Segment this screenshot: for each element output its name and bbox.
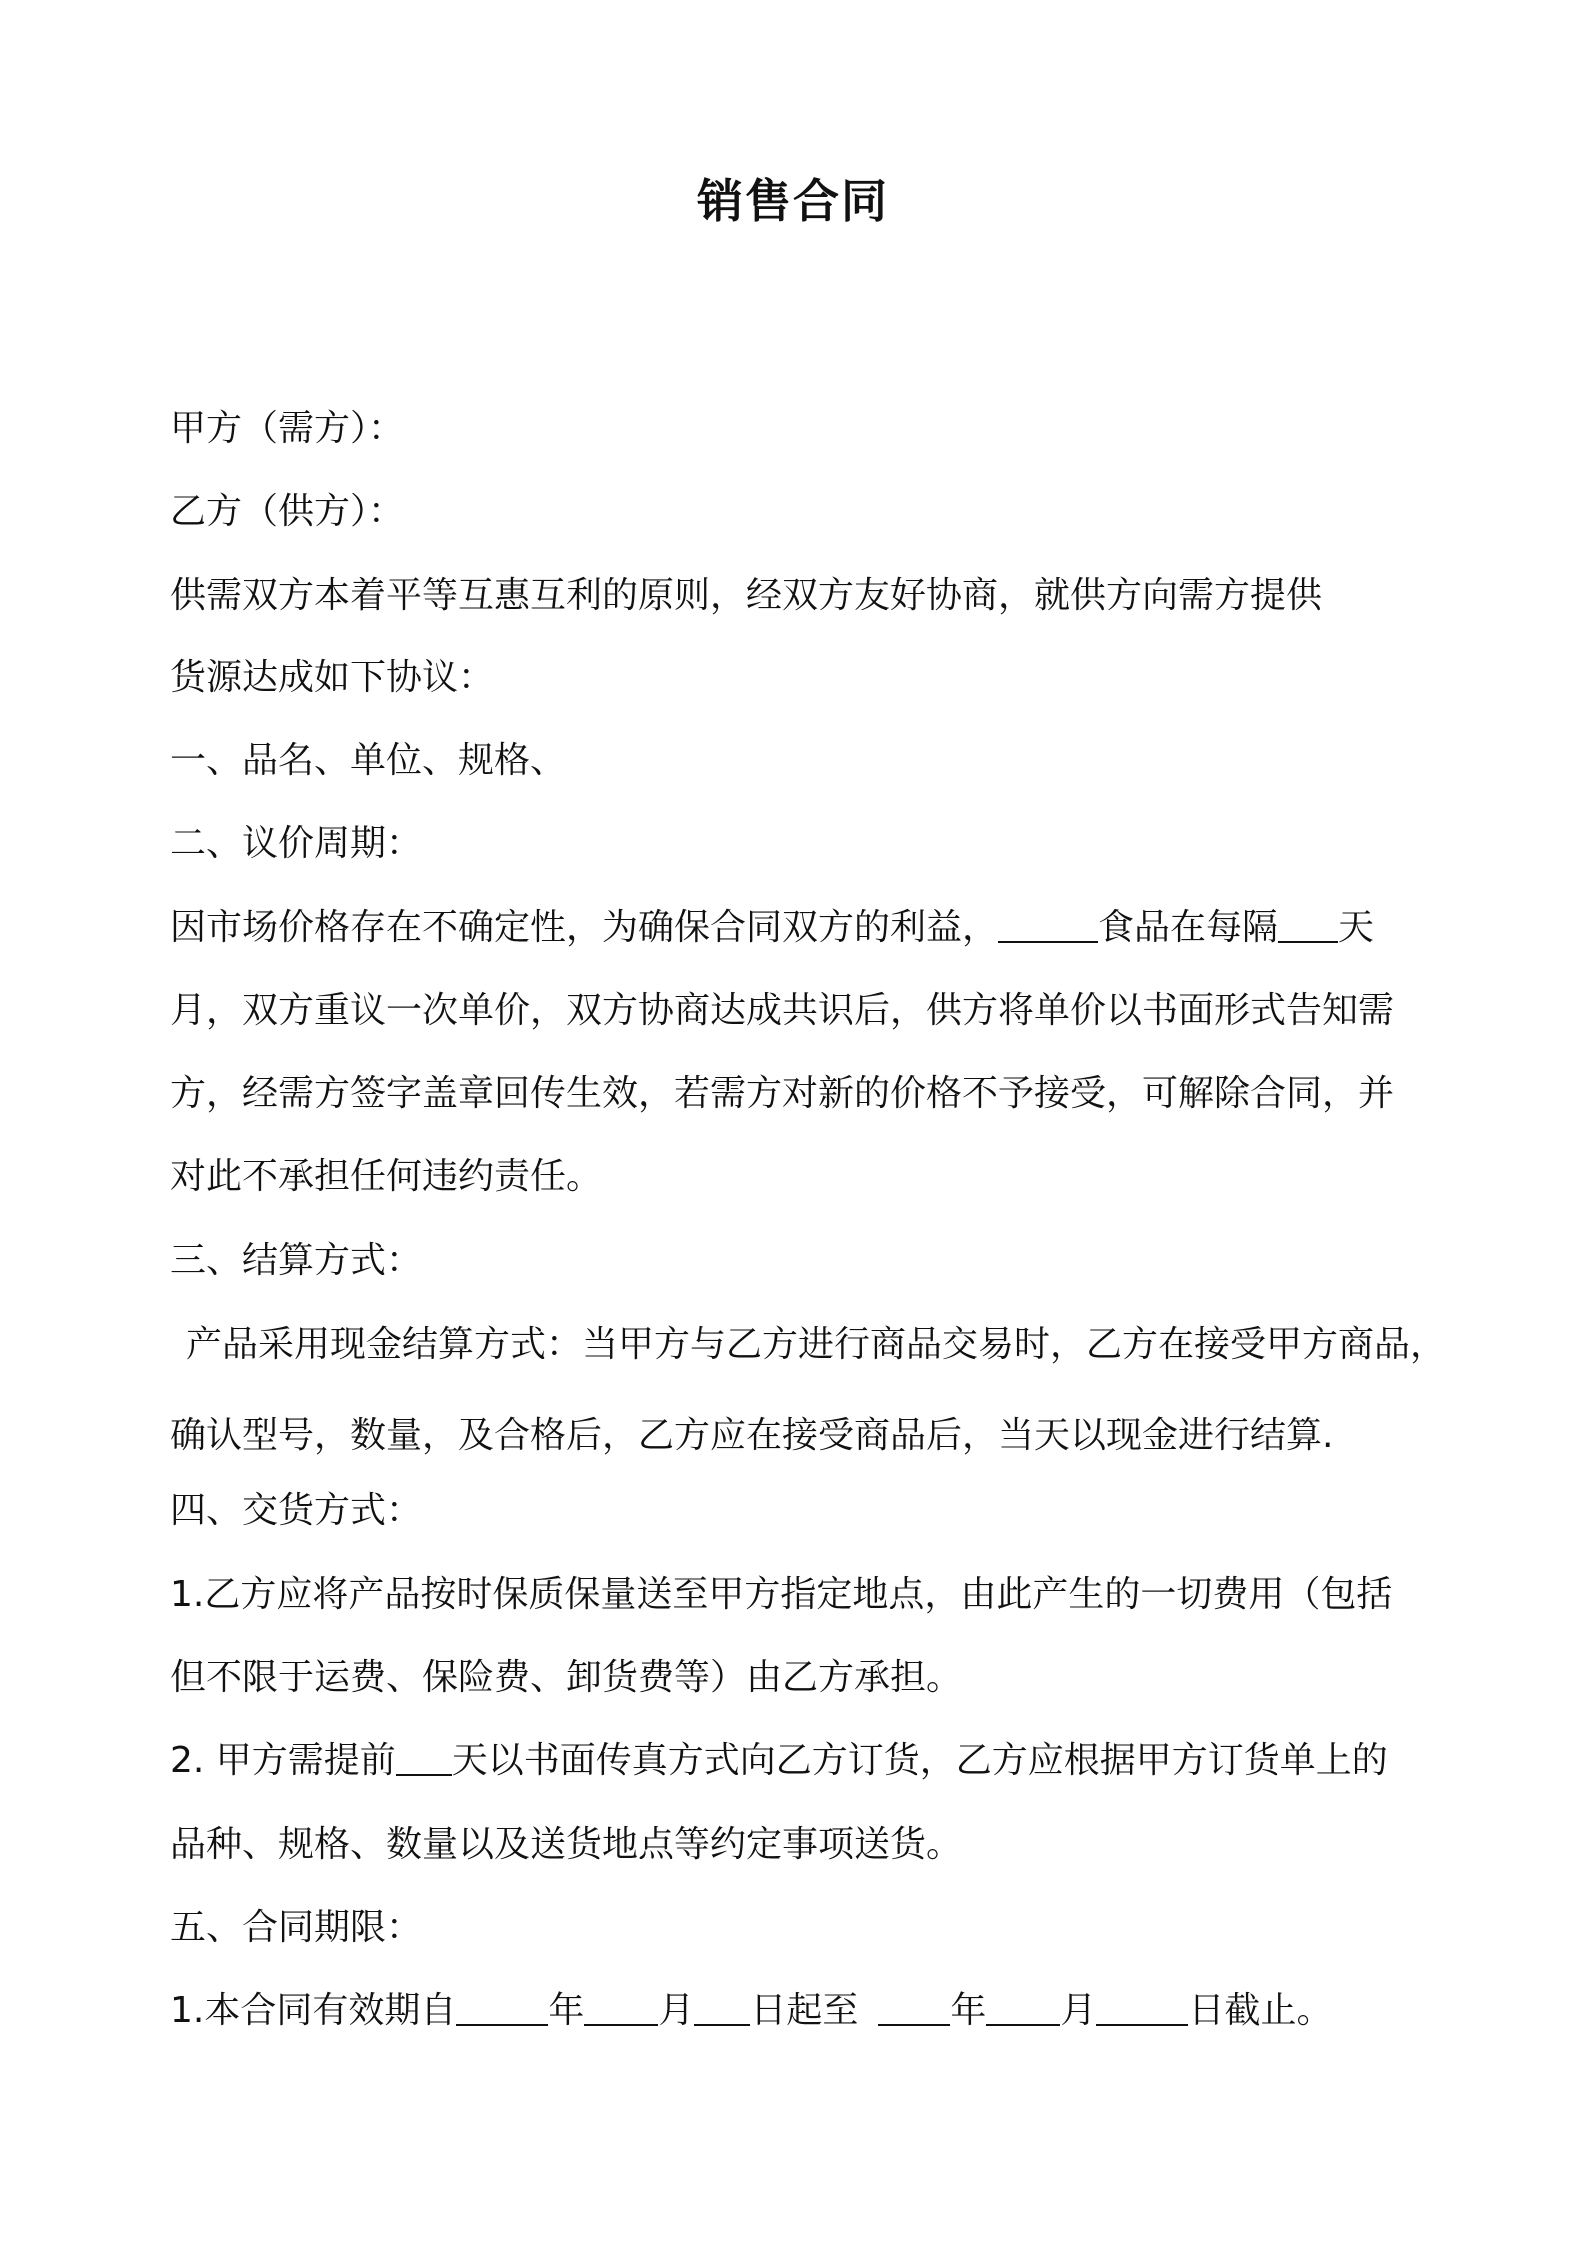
blank-field[interactable] — [584, 1990, 658, 2026]
blank-field[interactable] — [1278, 907, 1338, 943]
section-2-paragraph-line-1 — [170, 904, 1450, 952]
intro-line-2: 货源达成如下协议： — [170, 657, 495, 698]
section-2-text-c: 天 — [1338, 907, 1375, 948]
year-label: 年 — [950, 1990, 987, 2031]
day-from-label: 日起至 — [750, 1990, 859, 2031]
section-1-heading: 一、品名、单位、规格、 — [170, 740, 567, 781]
month-label: 月 — [1060, 1990, 1097, 2031]
section-2-paragraph-line-3: 方，经需方签字盖章回传生效，若需方对新的价格不予接受，可解除合同，并 — [170, 1073, 1395, 1114]
day-end-label: 日截止。 — [1188, 1990, 1333, 2031]
section-2-text-b: 食品在每隔 — [1098, 907, 1279, 948]
section-4-item-1-line-1: 1.乙方应将产品按时保质保量送至甲方指定地点，由此产生的一切费用（包括 — [170, 1574, 1393, 1615]
month-label: 月 — [658, 1990, 695, 2031]
blank-field[interactable] — [694, 1990, 750, 2026]
section-3-heading: 三、结算方式： — [170, 1240, 423, 1281]
blank-field[interactable] — [396, 1740, 452, 1776]
blank-field[interactable] — [986, 1990, 1060, 2026]
section-4-item-2-line-1 — [170, 1737, 1450, 1785]
section-4-heading: 四、交货方式： — [170, 1490, 423, 1531]
section-4-item-2-text-a: 2. 甲方需提前 — [170, 1740, 396, 1781]
section-5-item-1-text: 1.本合同有效期自 — [170, 1990, 457, 2031]
section-2-text-a: 因市场价格存在不确定性，为确保合同双方的利益， — [170, 907, 999, 948]
section-3-paragraph-line-1: 产品采用现金结算方式：当甲方与乙方进行商品交易时，乙方在接受甲方商品， — [186, 1324, 1447, 1365]
blank-field[interactable] — [1096, 1990, 1188, 2026]
party-b-line: 乙方（供方）： — [170, 491, 405, 532]
section-4-item-2-text-b: 天以书面传真方式向乙方订货，乙方应根据甲方订货单上的 — [451, 1740, 1388, 1781]
blank-field[interactable] — [998, 907, 1098, 943]
year-label: 年 — [548, 1990, 585, 2031]
blank-field[interactable] — [456, 1990, 548, 2026]
section-5-heading: 五、合同期限： — [170, 1907, 423, 1948]
party-a-line: 甲方（需方）： — [170, 408, 405, 449]
section-2-paragraph-line-2: 月，双方重议一次单价，双方协商达成共识后，供方将单价以书面形式告知需 — [170, 990, 1395, 1031]
section-4-item-1-line-2: 但不限于运费、保险费、卸货费等）由乙方承担。 — [170, 1657, 963, 1698]
document-title: 销售合同 — [697, 174, 889, 228]
section-2-heading: 二、议价周期： — [170, 823, 423, 864]
section-3-paragraph-line-2: 确认型号，数量，及合格后，乙方应在接受商品后，当天以现金进行结算. — [170, 1415, 1334, 1456]
blank-field[interactable] — [878, 1990, 950, 2026]
section-5-item-1 — [170, 1987, 1450, 2035]
section-2-paragraph-line-4: 对此不承担任何违约责任。 — [170, 1156, 603, 1197]
section-4-item-2-line-2: 品种、规格、数量以及送货地点等约定事项送货。 — [170, 1824, 963, 1865]
intro-line-1: 供需双方本着平等互惠互利的原则，经双方友好协商，就供方向需方提供 — [170, 575, 1323, 616]
